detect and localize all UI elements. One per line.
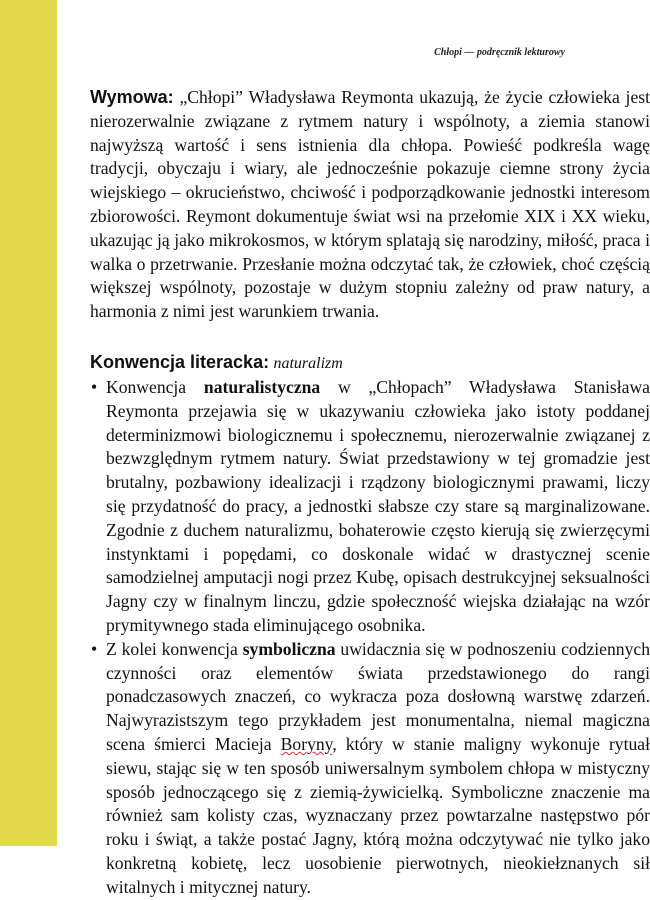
bullet-item-symboliczna (90, 638, 650, 900)
heading-wymowa: Wymowa: (90, 87, 174, 107)
bullet-dot-icon: • (91, 376, 98, 397)
text-column (90, 86, 650, 900)
running-header: Chłopi — podręcznik lekturowy (434, 47, 565, 58)
bullet2-text-b: , który w stanie maligny wykonuje rytuał siewu, stając się w ten sposób uniwersalnym symbolem chłopa w mistyczny sposób jednoczącego się z ziemią-żywicielką. Symboliczne znaczenie ma również sam kolisty czas, wyznaczany przez powtarzalne następstwo pór roku i świąt, a także postać Jagny, którą można odczytywać nie tylko jako konkretną kobietę, lecz uosobienie pierwotnych, nieokiełznanych sił witalnych i mitycznej natury. (106, 733, 650, 897)
bullet-dot-icon: • (91, 638, 98, 659)
bullet1-text: w „Chłopach” Władysława Stanisława Reymonta przejawia się w ukazywaniu człowieka jako istoty poddanej determinizmowi biologicznemu i społecznemu, nierozerwalnie związanej z bezwzględnym rytmem natury. Świat przedstawiony w tej gromadzie jest brutalny, pozbawiony idealizacji i rządzony biologicznymi prawami, liczy się przydatność do pracy, a jednostki słabsze czy stare są marginalizowane. Zgodnie z duchem naturalizmu, bohaterowie często kierują się zwierzęcymi instynktami i popędami, co doskonale widać w drastycznej scenie samodzielnej amputacji nogi przez Kubę, opisach destrukcyjnej seksualności Jagny czy w finalnym linczu, gdzie społeczność wiejska działając na wzór prymitywnego stada eliminującego osobnika. (106, 376, 650, 635)
konwencja-heading-line (90, 350, 650, 376)
bullet1-keyword: naturalistyczna (203, 376, 321, 397)
bullet-item-naturalistyczna (90, 376, 650, 638)
konwencja-subheading: naturalizm (273, 354, 343, 372)
section-konwencja (90, 350, 650, 900)
konwencja-bullet-list (90, 376, 650, 900)
side-color-band (0, 0, 57, 846)
bullet1-lead: Konwencja (106, 376, 204, 397)
heading-konwencja: Konwencja literacka: (90, 351, 270, 372)
bullet2-keyword: symboliczna (242, 638, 336, 659)
wymowa-text: „Chłopi” Władysława Reymonta ukazują, że życie człowieka jest nierozerwalnie związane z rytmem natury i wspólnoty, a ziemia stanowi najwyższą wartość i sens istnienia dla chłopa. Powieść podkreśla wagę tradycji, obyczaju i wiary, ale jednocześnie pokazuje ciemne strony życia wiejskiego – okrucieństwo, chciwość i podporządkowanie jednostki interesom zbiorowości. Reymont dokumentuje świat wsi na przełomie XIX i XX wieku, ukazując ją jako mikrokosmos, w którym splatają się narodziny, miłość, praca i walka o przetrwanie. Przesłanie można odczytać tak, że człowiek, choć częścią większej wspólnoty, pozostaje w dużym stopniu zależny od praw natury, a harmonia z nimi jest warunkiem trwania. (90, 87, 650, 322)
paragraph-wymowa (90, 86, 650, 324)
bullet2-lead: Z kolei konwencja (106, 638, 243, 659)
bullet2-text-a: uwidacznia się w podnoszeniu codziennych czynności oraz elementów świata przedstawionego do rangi ponadczasowych znaczeń, co wykracza poza dosłowną warstwę zdarzeń. Najwyrazistszym tego przykładem jest monumentalna, niemal magiczna scena śmierci Macieja (106, 638, 650, 754)
spellcheck-underlined-word[interactable]: Boryny (280, 733, 333, 754)
page-content (90, 86, 650, 897)
